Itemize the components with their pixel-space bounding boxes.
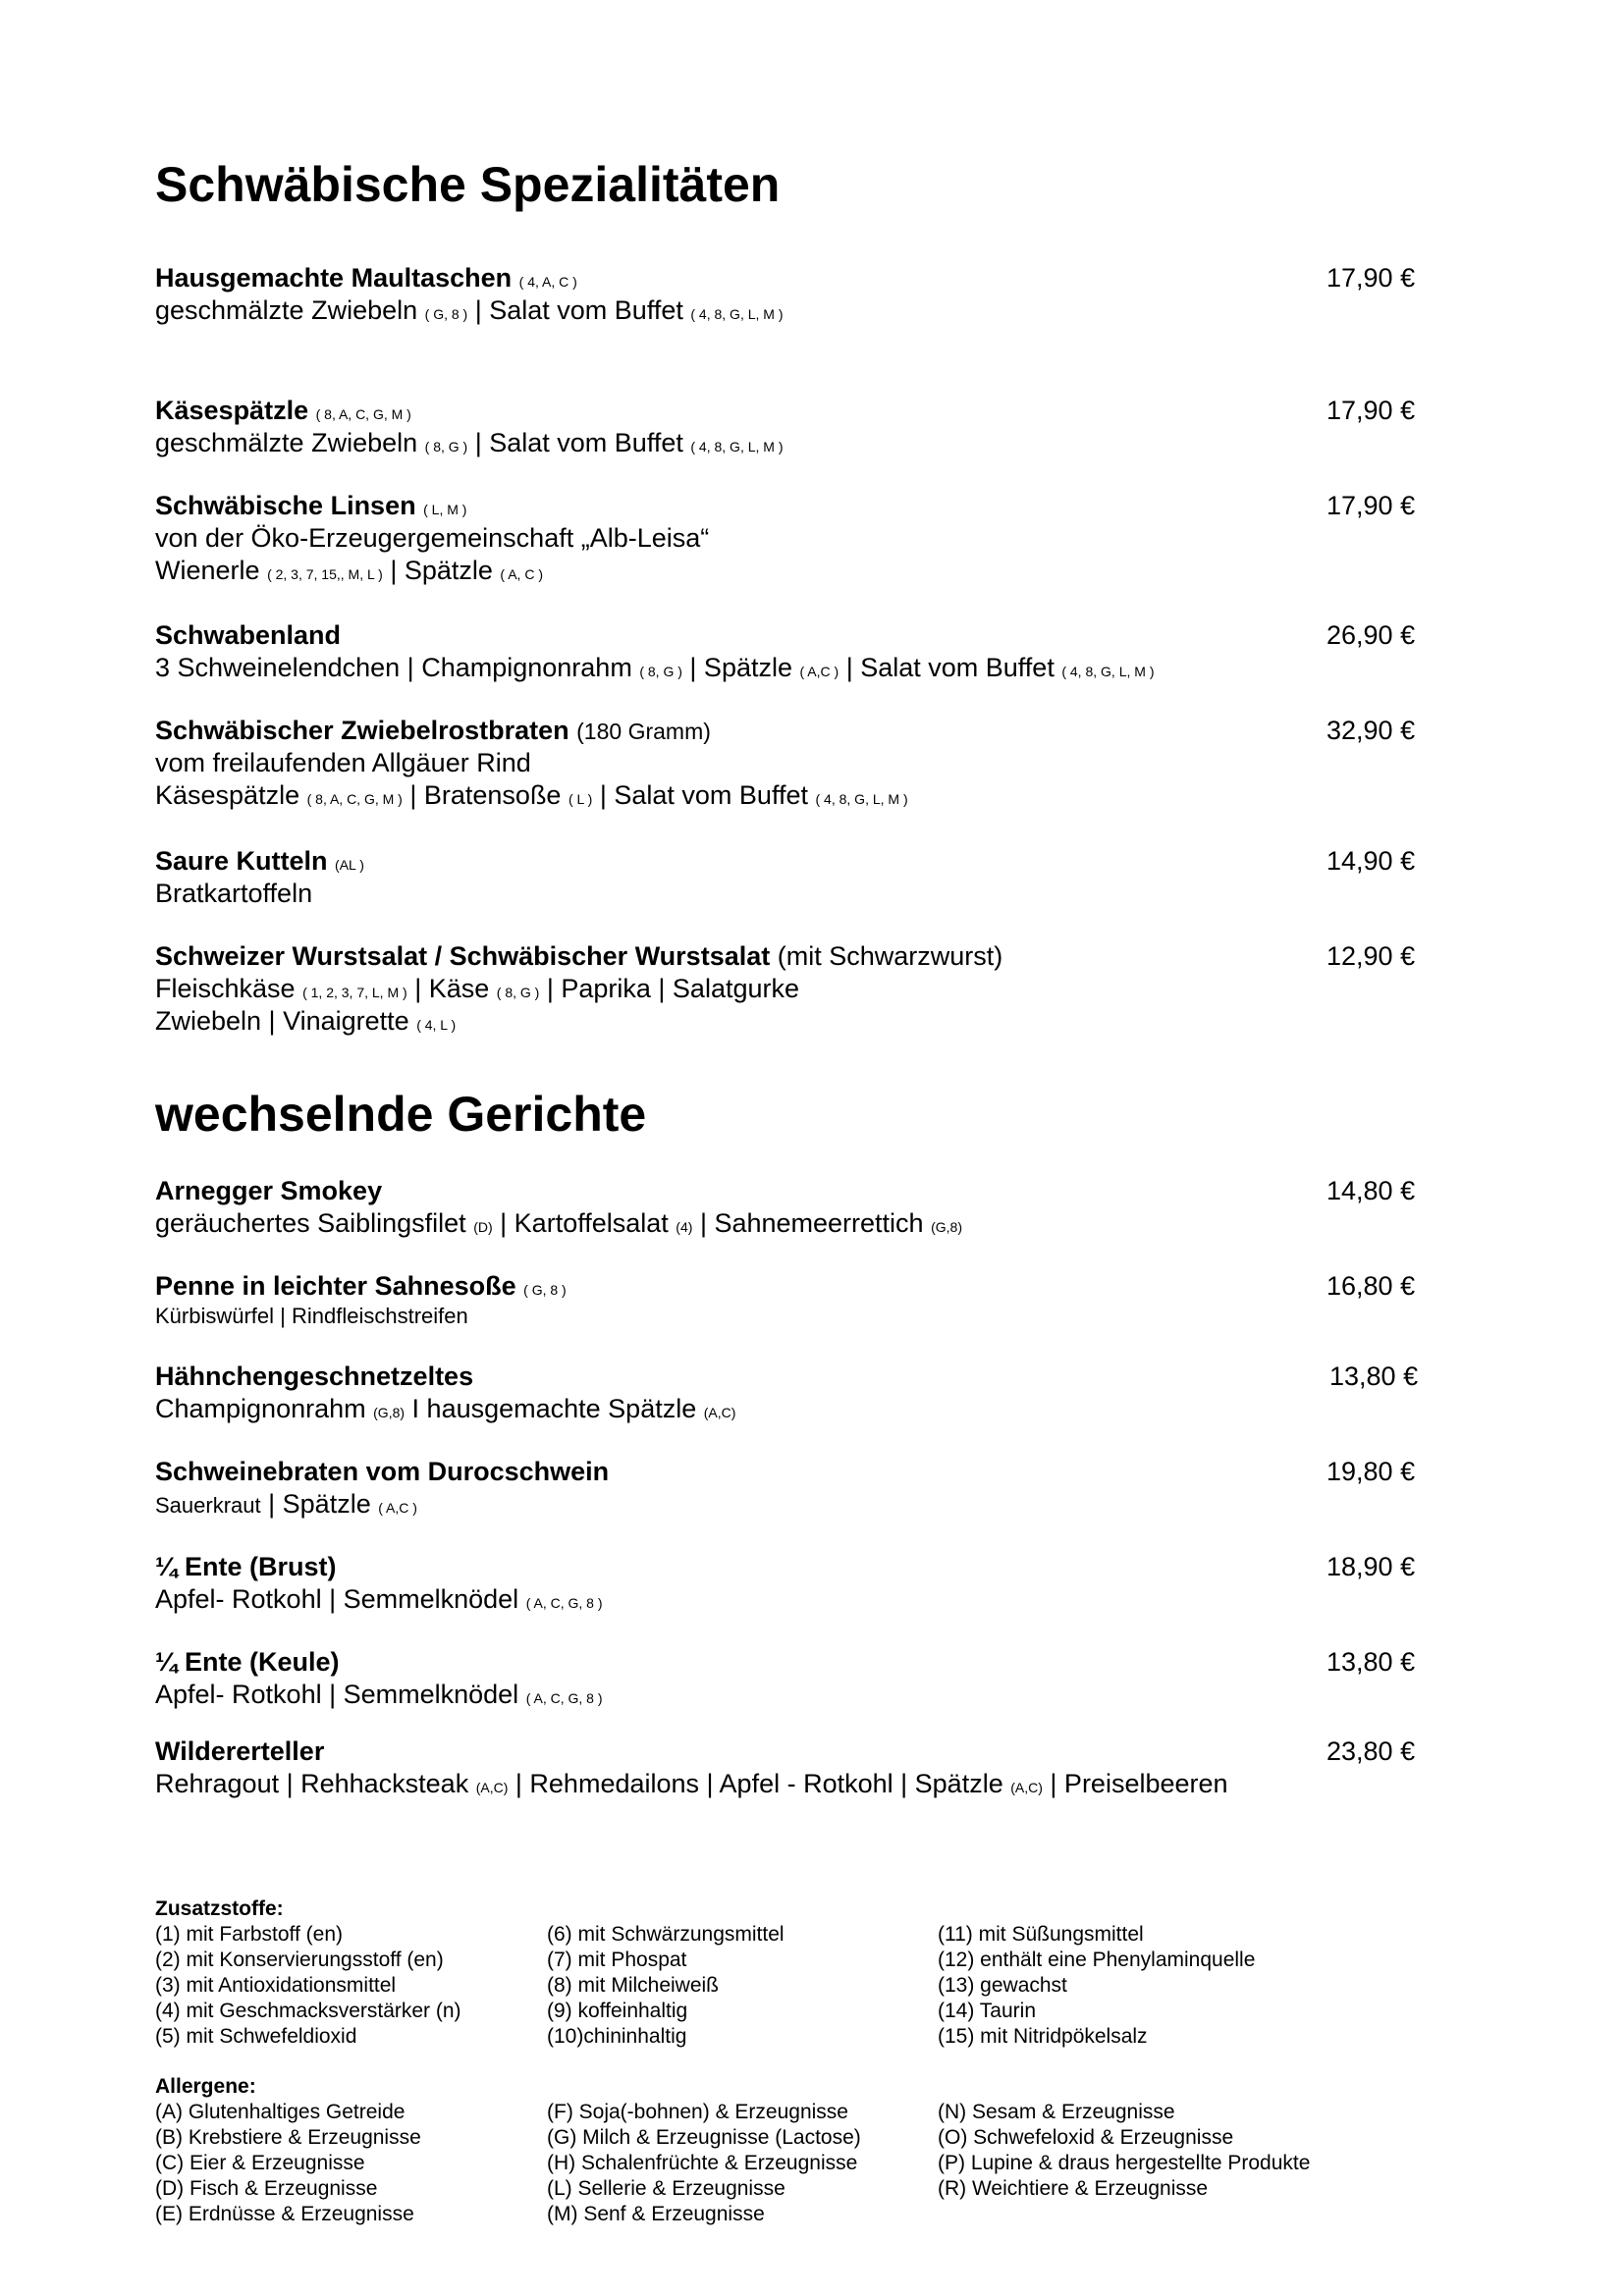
allergen-codes: ( 8, G )	[639, 664, 682, 679]
legend-column	[155, 2100, 547, 2227]
legend-entry: (O) Schwefeloxid & Erzeugnisse	[938, 2126, 1234, 2149]
menu-item-kaesespaetzle	[155, 395, 1432, 459]
dish-description	[155, 1005, 1432, 1038]
desc-text: I hausgemachte Spätzle	[411, 1394, 697, 1423]
legend-entry: (3) mit Antioxidationsmittel	[155, 1974, 397, 1997]
allergen-codes: ( A, C, G, 8 )	[525, 1690, 603, 1706]
dish-price: 17,90 €	[1326, 396, 1416, 425]
dish-price: 26,90 €	[1326, 620, 1416, 650]
allergen-codes: ( 4, 8, G, L, M )	[690, 306, 784, 322]
dish-name: Schweinebraten vom Durocschwein	[155, 1457, 610, 1486]
allergen-codes: ( 4, 8, G, L, M )	[815, 791, 908, 807]
dish-price: 14,90 €	[1326, 846, 1416, 876]
desc-text: | Salat vom Buffet	[599, 780, 808, 810]
dish-description	[155, 973, 1432, 1005]
legend-entry: (P) Lupine & draus hergestellte Produkte	[938, 2152, 1311, 2174]
dish-description: von der Öko-Erzeugergemeinschaft „Alb-Leisa“	[155, 523, 710, 553]
dish-price: 16,80 €	[1326, 1271, 1416, 1301]
dish-note: (mit Schwarzwurst)	[777, 941, 1003, 971]
legend-entry: (10)chininhaltig	[547, 2025, 687, 2048]
legend-column	[938, 1922, 1255, 2050]
desc-text: 3 Schweinelendchen | Champignonrahm	[155, 653, 632, 682]
menu-item-schweinebraten	[155, 1456, 1432, 1521]
dish-price: 12,90 €	[1326, 941, 1416, 971]
legend-entry: (6) mit Schwärzungsmittel	[547, 1923, 785, 1946]
dish-description: vom freilaufenden Allgäuer Rind	[155, 748, 531, 777]
allergen-codes: ( 4, 8, G, L, M )	[690, 439, 784, 454]
allergen-codes: (D)	[473, 1219, 493, 1235]
legend-column	[155, 1922, 547, 2050]
legend-entry: (L) Sellerie & Erzeugnisse	[547, 2177, 785, 2200]
dish-description	[155, 1583, 1432, 1616]
section-title-spezialitaeten: Schwäbische Spezialitäten	[155, 157, 781, 212]
allergen-codes: ( 8, G )	[496, 985, 540, 1000]
legend-entry: (15) mit Nitridpökelsalz	[938, 2025, 1148, 2048]
dish-name: Schwabenland	[155, 620, 342, 650]
allergen-codes: ( 2, 3, 7, 15,, M, L )	[267, 566, 383, 582]
legend-entry: (C) Eier & Erzeugnisse	[155, 2152, 365, 2174]
dish-description	[155, 294, 1432, 327]
legend-entry: (E) Erdnüsse & Erzeugnisse	[155, 2203, 414, 2225]
dish-name: Käsespätzle	[155, 396, 309, 425]
allergen-codes: ( A,C )	[799, 664, 839, 679]
dish-name: Arnegger Smokey	[155, 1176, 383, 1205]
legend-entry: (R) Weichtiere & Erzeugnisse	[938, 2177, 1209, 2200]
desc-text: | Salat vom Buffet	[845, 653, 1055, 682]
legend-column	[547, 1922, 938, 2050]
allergen-codes: ( G, 8 )	[424, 306, 468, 322]
legend-entry: (7) mit Phospat	[547, 1949, 687, 1971]
allergen-codes: ( 1, 2, 3, 7, L, M )	[302, 985, 407, 1000]
menu-item-haehnchengeschnetzeltes	[155, 1361, 1432, 1425]
allergen-codes: (4)	[676, 1219, 693, 1235]
menu-item-linsen	[155, 490, 1432, 587]
dish-name: Saure Kutteln	[155, 846, 328, 876]
desc-text: Fleischkäse	[155, 974, 296, 1003]
desc-text: | Spätzle	[689, 653, 792, 682]
dish-price: 32,90 €	[1326, 716, 1416, 745]
legend-entry: (D) Fisch & Erzeugnisse	[155, 2177, 378, 2200]
desc-text: | Rehmedailons | Apfel - Rotkohl | Spätzle	[514, 1769, 1003, 1798]
dish-name: ¼ Ente (Brust)	[155, 1552, 337, 1581]
desc-text: geschmälzte Zwiebeln	[155, 295, 418, 325]
menu-item-arnegger-smokey	[155, 1175, 1432, 1240]
dish-description: Kürbiswürfel | Rindfleischstreifen	[155, 1304, 468, 1328]
legend-entry: (H) Schalenfrüchte & Erzeugnisse	[547, 2152, 858, 2174]
menu-item-ente-brust	[155, 1551, 1432, 1616]
dish-name: Penne in leichter Sahnesoße	[155, 1271, 516, 1301]
desc-text: Champignonrahm	[155, 1394, 366, 1423]
dish-price: 13,80 €	[1326, 1647, 1416, 1677]
desc-text: Sauerkraut	[155, 1493, 261, 1518]
allergen-codes: (A,C)	[1010, 1780, 1043, 1795]
desc-text: | Käse	[414, 974, 490, 1003]
desc-text: geräuchertes Saiblingsfilet	[155, 1208, 466, 1238]
dish-price: 17,90 €	[1326, 263, 1416, 293]
dish-description	[155, 652, 1432, 684]
legend-entry: (13) gewachst	[938, 1974, 1067, 1997]
dish-price: 14,80 €	[1326, 1176, 1416, 1205]
menu-item-wurstsalat	[155, 940, 1432, 1038]
dish-price: 13,80 €	[1329, 1362, 1419, 1391]
dish-weight: (180 Gramm)	[576, 719, 711, 744]
desc-text: | Bratensoße	[409, 780, 562, 810]
allergen-codes: (G,8)	[931, 1219, 962, 1235]
menu-item-maultaschen	[155, 262, 1432, 327]
dish-description	[155, 555, 1432, 587]
dish-name: Wildererteller	[155, 1736, 325, 1766]
dish-description	[155, 1207, 1432, 1240]
allergen-codes: ( 4, 8, G, L, M )	[1061, 664, 1155, 679]
menu-item-saure-kutteln	[155, 845, 1432, 910]
legend-entry: (12) enthält eine Phenylaminquelle	[938, 1949, 1256, 1971]
desc-text: Käsespätzle	[155, 780, 300, 810]
legend-entry: (A) Glutenhaltiges Getreide	[155, 2101, 406, 2123]
menu-item-schwabenland	[155, 619, 1432, 684]
allergen-codes: ( L, M )	[423, 502, 467, 517]
allergen-codes: ( L )	[568, 791, 593, 807]
desc-text: geschmälzte Zwiebeln	[155, 428, 418, 457]
dish-name: Schwäbischer Zwiebelrostbraten	[155, 716, 569, 745]
allergen-codes: ( 8, A, C, G, M )	[306, 791, 403, 807]
desc-text: | Salat vom Buffet	[474, 428, 683, 457]
legend-entry: (11) mit Süßungsmittel	[938, 1923, 1144, 1946]
allergen-codes: (A,C)	[703, 1405, 736, 1420]
menu-item-zwiebelrostbraten	[155, 715, 1432, 812]
legend-entry: (B) Krebstiere & Erzeugnisse	[155, 2126, 421, 2149]
dish-description: Bratkartoffeln	[155, 879, 313, 908]
dish-name: Schwäbische Linsen	[155, 491, 416, 520]
desc-text: Zwiebeln | Vinaigrette	[155, 1006, 409, 1036]
dish-name: Hähnchengeschnetzeltes	[155, 1362, 474, 1391]
menu-item-penne	[155, 1270, 1432, 1330]
legend-entry: (F) Soja(-bohnen) & Erzeugnisse	[547, 2101, 848, 2123]
legend-entry: (9) koffeinhaltig	[547, 2000, 688, 2022]
desc-text: | Sahnemeerrettich	[699, 1208, 924, 1238]
allergen-codes: ( A, C )	[500, 566, 543, 582]
allergen-codes: ( A, C, G, 8 )	[525, 1595, 603, 1611]
desc-text: Wienerle	[155, 556, 260, 585]
legend-entry: (14) Taurin	[938, 2000, 1036, 2022]
allergen-codes: ( A,C )	[378, 1500, 417, 1516]
desc-text: | Spätzle	[390, 556, 493, 585]
desc-text: | Salat vom Buffet	[474, 295, 683, 325]
desc-text: | Paprika | Salatgurke	[546, 974, 800, 1003]
dish-description	[155, 779, 1432, 812]
legend-entry: (1) mit Farbstoff (en)	[155, 1923, 343, 1946]
legend-entry: (G) Milch & Erzeugnisse (Lactose)	[547, 2126, 861, 2149]
legend-title: Zusatzstoffe:	[155, 1897, 284, 1920]
legend-column	[547, 2100, 938, 2227]
allergen-codes: ( 8, A, C, G, M )	[315, 406, 411, 422]
dish-name: Schweizer Wurstsalat / Schwäbischer Wurstsalat	[155, 941, 771, 971]
legend-column	[938, 2100, 1310, 2227]
allergen-codes: ( 4, A, C )	[518, 274, 577, 290]
dish-name: Hausgemachte Maultaschen	[155, 263, 513, 293]
dish-description	[155, 427, 1432, 459]
legend-entry: (5) mit Schwefeldioxid	[155, 2025, 357, 2048]
legend-entry: (2) mit Konservierungsstoff (en)	[155, 1949, 444, 1971]
legend-entry: (N) Sesam & Erzeugnisse	[938, 2101, 1175, 2123]
allergen-codes: (G,8)	[373, 1405, 406, 1420]
section-title-wechselnde-gerichte: wechselnde Gerichte	[155, 1087, 647, 1142]
allergen-codes: (A,C)	[475, 1780, 509, 1795]
legend-entry: (4) mit Geschmacksverstärker (n)	[155, 2000, 461, 2022]
dish-price: 18,90 €	[1326, 1552, 1416, 1581]
allergene-legend	[155, 2074, 1382, 2227]
desc-text: Rehragout | Rehhacksteak	[155, 1769, 469, 1798]
zusatzstoffe-legend	[155, 1896, 1382, 2050]
dish-description	[155, 1768, 1432, 1800]
desc-text: Apfel- Rotkohl | Semmelknödel	[155, 1680, 519, 1709]
dish-name: ¼ Ente (Keule)	[155, 1647, 340, 1677]
menu-item-wildererteller	[155, 1735, 1432, 1800]
dish-description	[155, 1679, 1432, 1711]
dish-description	[155, 1393, 1432, 1425]
desc-text: Apfel- Rotkohl | Semmelknödel	[155, 1584, 519, 1614]
desc-text: | Preiselbeeren	[1050, 1769, 1228, 1798]
allergen-codes: ( 8, G )	[424, 439, 468, 454]
allergen-codes: (AL )	[335, 857, 364, 873]
desc-text: | Spätzle	[268, 1489, 371, 1519]
legend-entry: (8) mit Milcheiweiß	[547, 1974, 720, 1997]
legend-entry: (M) Senf & Erzeugnisse	[547, 2203, 765, 2225]
dish-price: 19,80 €	[1326, 1457, 1416, 1486]
dish-description	[155, 1488, 1432, 1521]
allergen-codes: ( G, 8 )	[523, 1282, 567, 1298]
dish-price: 23,80 €	[1326, 1736, 1416, 1766]
dish-price: 17,90 €	[1326, 491, 1416, 520]
menu-item-ente-keule	[155, 1646, 1432, 1711]
desc-text: | Kartoffelsalat	[500, 1208, 669, 1238]
allergen-codes: ( 4, L )	[416, 1017, 457, 1033]
legend-title: Allergene:	[155, 2075, 256, 2098]
